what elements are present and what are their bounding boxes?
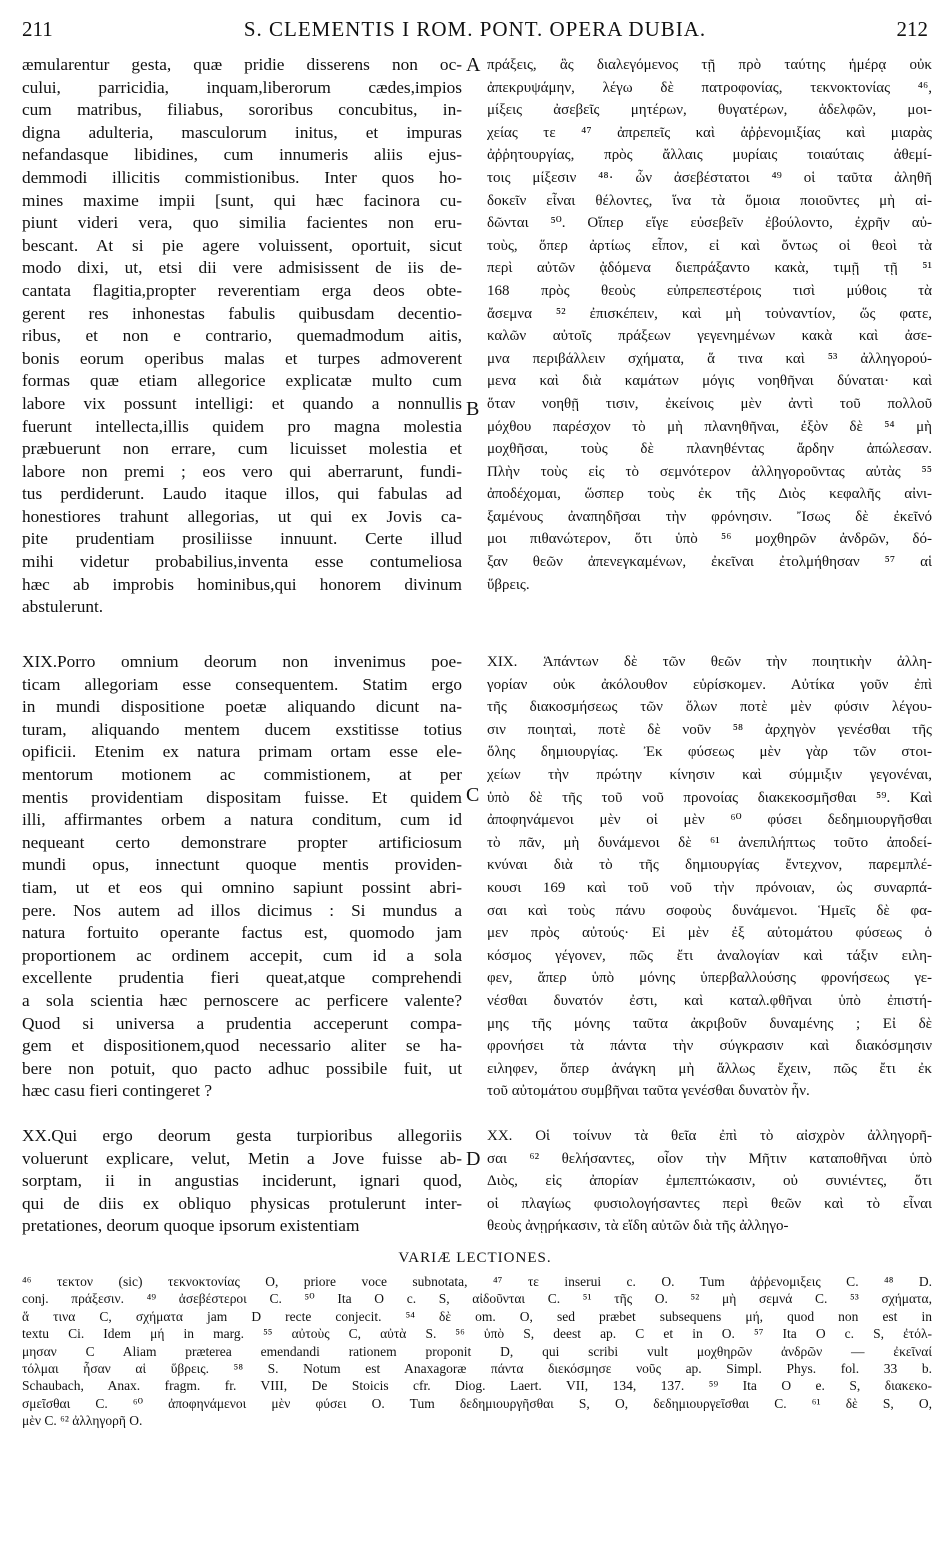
text-line: οἱ πλαγίως φυσιολογήσαντες περὶ θεῶν καὶ τὸ εἶναι [487, 1195, 932, 1212]
text-line: a sola scientia hæc pernoscere ac perficere valente? [22, 990, 462, 1010]
text-line: τοὺς, ὅπερ ἀρτίως εἶπον, εἰ καὶ ὄντως οἱ θεοὶ τὰ [487, 237, 932, 254]
text-line: ὅλης δημιουργίας. Ἐκ φύσεως μὲν γὰρ τῶν στοι- [487, 744, 932, 761]
text-line: bonis eorum operibus malas et turpes admoverent [22, 348, 462, 368]
text-line: mentorum motionem ac commistionem, at per [22, 764, 462, 784]
text-line: labore non premi ; eos vero qui aberrarunt, fundi- [22, 461, 462, 481]
text-line: XX.Qui ergo deorum gesta turpioribus allegoriis [22, 1126, 462, 1145]
text-line: voluerunt explicare, velut, Metin a Jove fuisse ab- [22, 1148, 462, 1168]
text-line: δῶνται ⁵⁰. Οἵπερ εἴγε εὐσεβεῖν ἐβούλοντο, ἐχρῆν αὐ- [487, 215, 932, 232]
text-line: sorptam, ii in angustias inciderunt, ignari quod, [22, 1171, 462, 1191]
text-line: ὕβρεις. [487, 576, 530, 593]
text-line: πράξεις, ἃς διαλεγόμενος τῇ πρὸ ταύτης ἡμέρᾳ οὐκ [487, 57, 932, 73]
text-line: pite prudentiam prosiliisse innuunt. Certe illud [22, 529, 462, 549]
note-line: μησαν C Aliam præterea emendandi rationem proponit D, qui scribi vult μοχθηρῶν ἀνδρῶν — ἐκεῖναί [22, 1343, 932, 1359]
text-line: τοις μίξεσιν ⁴⁸· ὧν ἀσεβέστατοι ⁴⁹ οἱ ταῦτα ἀληθῆ [487, 169, 932, 186]
text-line: mines maxime impii [sunt, qui hæc facinora cu- [22, 190, 462, 210]
text-line: ἀποδέχομαι, ὥσπερ τοὺς ἐκ τῆς Διὸς κεφαλῆς αἰνι- [487, 486, 932, 503]
text-line: pere. Nos autem ad illos dicimus : Si mundus a [22, 900, 462, 920]
text-line: μης τῆς μόνης ταῦτα ἀκριβοῦν δυναμένης ; Εἰ δὲ [487, 1015, 932, 1032]
text-line: labore vix possunt intelligi: et quando a nonnullis [22, 393, 462, 413]
note-line: Schaubach, Anax. fragm. fr. VIII, De Stoicis cfr. Diog. Laert. VII, 134, 137. ⁵⁹ Ita O e. S, διακεκο- [22, 1378, 932, 1394]
text-line: γορίαν οὐκ ἀκόλουθον εὑρίσκομεν. Αὐτίκα γοῦν ἐπὶ [487, 676, 932, 693]
text-line: præbuerunt non errare, cum licuisset molestia et [22, 439, 462, 459]
text-line: κουσι 169 καὶ τοῦ νοῦ τὴν πρόνοιαν, ὡς συναρπά- [487, 879, 932, 896]
text-line: φρονήσει τὰ πάντα τὴν σύγκρασιν καὶ διακόσμησιν [487, 1038, 932, 1055]
margin-letter-d: D [466, 1148, 481, 1170]
running-title: S. CLEMENTIS I ROM. PONT. OPERA DUBIA. [243, 17, 707, 41]
text-line: formas quæ etiam allegorice explicatæ multo cum [22, 371, 462, 391]
text-line: ξαμένους ἀναπηδῆσαι τὴν φρόνησιν. Ἴσως δὲ ἐκεῖνό [487, 508, 932, 525]
text-line: bere non potuit, quo pacto adhuc possibile fuit, ut [22, 1058, 462, 1078]
text-line: μενα καὶ διὰ καμάτων μόγις νοηθῆναι δύναται· καὶ [487, 373, 932, 390]
text-line: σαι ⁶² θελήσαντες, οἷον τὴν Μῆτιν καταποθῆναι ὑπὸ [487, 1150, 932, 1167]
text-line: σιν ποιηταὶ, ποτὲ δὲ νοῦν ⁵⁸ ἀρχηγὸν γενέσθαι τῆς [487, 721, 932, 738]
greek-column-block [487, 651, 932, 1103]
text-line: hæc ab improbis hominibus,qui honorem divinum [22, 574, 462, 594]
text-line: χείας τε ⁴⁷ ἀπρεπεῖς καὶ ἀῤῥενομιξίας καὶ μιαρὰς [487, 124, 932, 141]
text-line: bescant. At si pie agere voluissent, oportuit, sicut [22, 235, 462, 255]
text-line: in mundi dispositione poetæ aliquando dicunt na- [22, 697, 462, 717]
text-line: χείων τὴν πρώτην κίνησιν καὶ σύμμιξιν γεγονέναι, [487, 766, 932, 783]
text-line: proportionem ac ordinem accepit, cum id a sola [22, 945, 462, 965]
text-line: μεν πρὸς αὐτούς· Εἰ μὲν ἐξ αὐτομάτου φύσεως ὁ [487, 925, 932, 942]
latin-column-block [22, 651, 462, 1103]
text-line: τοῦ αὐτομάτου συμβῆναι ταῦτα γενέσθαι δυνατὸν ἦν. [487, 1083, 810, 1100]
text-line: fuerunt intellecta,illis quidem pro magna molestia [22, 416, 462, 436]
text-line: καλῶν αὐτοῖς πράξεων γεγενημένων κακὰ καὶ ἀσε- [487, 328, 932, 345]
text-line: abstulerunt. [22, 597, 104, 617]
note-line: ἅ τινα C, σχήματα jam D recte conjecit. ⁵⁴ δὲ om. O, sed præbet subsequens μή, quod non est in [22, 1308, 932, 1324]
running-header [22, 14, 928, 44]
text-line: κνύναι διὰ τὸ τῆς δημιουργίας ἔντεχνον, παρεμπλέ- [487, 857, 932, 874]
note-line: conj. πράξεσιν. ⁴⁹ ἀσεβέστεροι C. ⁵⁰ Ita O c. S, αἰδοῦνται C. ⁵¹ τῆς O. ⁵² μὴ σεμνά C. ⁵³ σχήματα, [22, 1291, 932, 1307]
note-line: τόλμαι ἦσαν αἱ ὕβρεις. ⁵⁸ S. Notum est Anaxagoræ πάντα διεκόσμησε νοῦς ap. Simpl. Phys. fol. 33 b. [22, 1360, 932, 1376]
text-line: nefandasque libidines, cum innumeris aliis ejus- [22, 145, 462, 165]
text-line: μόχθου παρέσχον τὸ μὴ πλανηθῆναι, ἐξὸν δὲ ⁵⁴ μὴ [487, 418, 932, 435]
page-number-right: 212 [896, 17, 928, 41]
text-line: ἀποφηνάμενοι μὲν οἱ μὲν ⁶⁰ φύσει δεδημιουργῆσθαι [487, 812, 932, 829]
text-line: Διὸς, εἰς ἀπορίαν ἐμπεπτώκασιν, οὐ συνιέντες, ὅτι [487, 1173, 932, 1190]
note-line: textu Ci. Idem μή in marg. ⁵⁵ αὐτοὺς C, αὐτὰ S. ⁵⁶ ὑπὸ S, deest ap. C et in O. ⁵⁷ Ita O c. S, ἐτόλ- [22, 1326, 932, 1342]
text-line: gem et dispositionem,quod necessario aliter se ha- [22, 1036, 462, 1056]
text-line: hæc casu fieri contingeret ? [22, 1081, 213, 1101]
text-line: demmodi illicitis commistionibus. Inter quos ho- [22, 167, 462, 187]
text-line: μοχθῆσαι, τοὺς δὲ πλανηθέντας ἄρδην ἀπώλεσαν. [487, 441, 932, 458]
text-line: turam, aliquando mentem ducem exstitisse totius [22, 719, 462, 739]
note-line: ⁴⁶ τεκτον (sic) τεκνοκτονίας O, priore voce subnotata, ⁴⁷ τε inserui c. O. Tum ἀῤῥενομιξεις C. ⁴⁸ D. [22, 1274, 932, 1289]
latin-column-block [22, 1125, 462, 1238]
text-line: cului, parricidia, inquam,liberorum cædes,impios [22, 77, 462, 97]
text-line: μίξεις ἀσεβεῖς μητέρων, θυγατέρων, ἀδελφῶν, μοι- [487, 102, 932, 119]
text-line: modo dixi, ut, etsi dii vere admisissent de iis de- [22, 258, 462, 278]
greek-column-block [487, 54, 932, 596]
text-line: digna adulteria, masculorum initus, et impuras [22, 122, 462, 142]
text-line: ἄσεμνα ⁵² ἐπισκέπειν, καὶ μὴ τοὐναντίον, ὥς φατε, [487, 305, 932, 322]
text-line: æmularentur gesta, quæ pridie disserens non oc- [22, 55, 462, 74]
text-line: τῆς διακοσμήσεως τῶν ὅλων ποτὲ μὲν φύσιν λέγου- [487, 699, 932, 716]
text-line: gerent res inhonestas fabulis quibusdam decentio- [22, 303, 462, 323]
text-line: ξαν θεῶν ἀπενεγκαμένων, ἐκεῖναι ἐτολμήθησαν ⁵⁷ αἱ [487, 554, 932, 571]
page-number-left: 211 [22, 17, 53, 41]
text-line: opificii. Etenim ex natura primam ortam esse ele- [22, 742, 462, 762]
text-line: qui de diis ex obliquo physicas protulerunt inter- [22, 1193, 462, 1213]
text-line: pretationes, deorum quoque ipsorum existentiam [22, 1216, 360, 1236]
text-line: illi, affirmantes orbem a natura conditum, cum id [22, 810, 462, 830]
text-line: cum matribus, filiabus, sororibus concubitus, in- [22, 100, 462, 120]
note-line: μὲν C. ⁶² ἀλληγορῆ O. [22, 1413, 143, 1429]
text-line: Πλὴν τοὺς εἰς τὸ σεμνότερον ἀλληγοροῦντας αὐτὰς ⁵⁵ [487, 463, 932, 480]
latin-column-block [22, 54, 462, 619]
text-line: piunt videri vera, quo similia facientes non eru- [22, 213, 462, 233]
variae-lectiones-notes [22, 1273, 932, 1430]
text-line: nequeant certo demonstrare propter artificiosum [22, 832, 462, 852]
margin-letter-a: A [466, 54, 481, 76]
text-line: XIX. Ἁπάντων δὲ τῶν θεῶν τὴν ποιητικὴν ἀλλη- [487, 654, 932, 670]
text-line: mundi opus, innectunt quoque mentis providen- [22, 855, 462, 875]
text-line: ὑπὸ δὲ τῆς τοῦ νοῦ προνοίας διακεκοσμῆσθαι ⁵⁹. Καὶ [487, 789, 932, 806]
text-line: ribus, et non e contrario, quemadmodum aitis, [22, 326, 462, 346]
text-line: honestiores trahunt allegorias, ut qui ex Jovis ca- [22, 506, 462, 526]
text-line: Quod si universa a prudentia acceperunt compa- [22, 1013, 462, 1033]
text-line: XX. Οἱ τοίνυν τὰ θεῖα ἐπὶ τὸ αἰσχρὸν ἀλληγορῆ- [487, 1128, 932, 1144]
text-line: φεν, ἅπερ ὑπὸ μόνης ὑπερβαλλούσης φρονήσεως γε- [487, 970, 932, 987]
note-line: σμεῖσθαι C. ⁶⁰ ἀποφηνάμενοι μὲν φύσει O. Tum δεδημιουργῆσθαι S, O, δεδημιουργεῖσθαι C. ⁶¹ δὲ S, O, [22, 1395, 932, 1411]
text-line: mihi videtur probabilius,inventa esse contumeliosa [22, 552, 462, 572]
margin-letter-c: C [466, 784, 480, 806]
text-line: δοκεῖν εἶναι θέλοντες, ἵνα τὰ ὅμοια ποιοῦντες μὴ αἰ- [487, 192, 932, 209]
margin-letter-b: B [466, 398, 480, 420]
text-line: mentis providentiam dispositam fuisse. Et quidem [22, 787, 462, 807]
variae-lectiones-title: VARIÆ LECTIONES. [398, 1250, 552, 1266]
text-line: νέσθαι δυνατόν ἐστι, καὶ καταλ.φθῆναι ὑπὸ ἐπιστή- [487, 992, 932, 1009]
text-line: μνα περιβάλλειν σχήματα, ἅ τινα καὶ ⁵³ ἀλληγορού- [487, 350, 932, 367]
text-line: ειληφεν, ὅπερ ἀνάγκη μὴ ἄλλως ἔχειν, πῶς ἔτι ἐκ [487, 1060, 932, 1077]
text-line: natura fortuito operante factus est, quomodo jam [22, 923, 462, 943]
text-line: ἀῤῥητουργίας, πρὸς ἄλλαις μυρίαις τοιαύταις ἀθεμί- [487, 147, 932, 164]
text-line: ἀπεκρυψάμην, λέγω δὲ πατροφονίας, τεκνοκτονίας ⁴⁶, [487, 79, 932, 96]
text-line: κόσμος γέγονεν, πῶς ἔτι ἀναλογίαν καὶ τάξιν ειλη- [487, 947, 932, 964]
text-line: θεοὺς ἀνῃρήκασιν, τὰ εἴδη αὐτῶν διὰ τῆς ἀλληγο- [487, 1218, 789, 1235]
text-line: μοι πιθανώτερον, ὅτι ὑπὸ ⁵⁶ μοχθηρῶν ἀνδρῶν, δό- [487, 531, 932, 548]
text-line: ticam allegoriam esse consequentem. Statim ergo [22, 674, 462, 694]
text-line: tus perdiderunt. Laudo itaque illos, qui fabulas ad [22, 484, 462, 504]
text-line: cantata flagitia,propter reverentiam erga deos obte- [22, 280, 462, 300]
text-line: 168 πρὸς θεοὺς εὐπρεπεστέροις τισὶ μύθοις τὰ [487, 282, 932, 299]
text-line: tiam, ut et eos qui omnino sapiunt possint abri- [22, 877, 462, 897]
greek-column-block [487, 1125, 932, 1238]
text-line: ὅταν νοηθῇ τισιν, ἐκείνοις μὲν ἀντὶ τοῦ πολλοῦ [487, 395, 932, 412]
text-line: excellente prudentia fieri queat,atque comprehendi [22, 968, 462, 988]
text-line: σαι καὶ τοὺς πάνυ σοφοὺς δυνάμενοι. Ἡμεῖς δὲ φα- [487, 902, 932, 919]
text-line: τὸ πᾶν, μὴ δυνάμενοι δὲ ⁶¹ ἀνεπιλήπτως τοῦτο ἀποδεί- [487, 834, 932, 851]
text-line: XIX.Porro omnium deorum non invenimus poe- [22, 652, 462, 671]
text-line: περὶ αὐτῶν ᾀδόμενα διεπράξαντο κακὰ, τιμῇ τῇ ⁵¹ [487, 260, 932, 277]
